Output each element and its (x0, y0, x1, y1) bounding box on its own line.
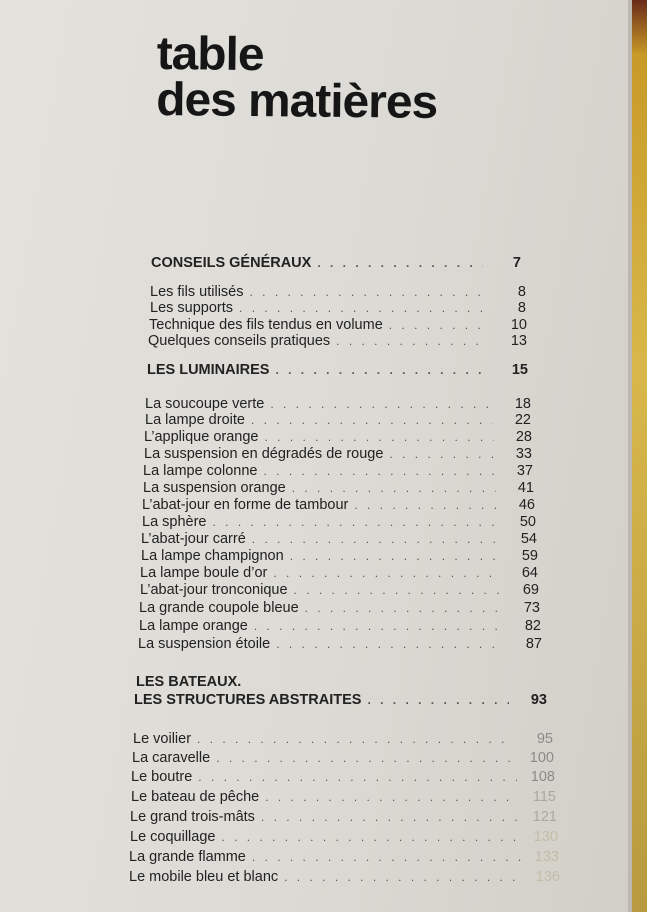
list-item: La lampe droite . . . 22 (145, 412, 531, 428)
list-item: L’abat-jour en forme de tambour . . . 46 (142, 497, 535, 513)
list-item: Le boutre . . . 108 (131, 769, 555, 785)
list-item: La grande flamme . . . 133 (129, 849, 559, 865)
list-item: La caravelle . . . 100 (132, 750, 554, 766)
list-item: La lampe orange . . . 82 (139, 618, 541, 634)
list-item: Quelques conseils pratiques . . . 13 (148, 333, 527, 349)
list-item: La suspension étoile . . . 87 (138, 636, 542, 652)
list-item: Le bateau de pêche . . . 115 (131, 789, 556, 805)
list-item: Le voilier . . . 95 (133, 731, 553, 747)
list-item: La sphère . . . 50 (142, 514, 536, 530)
title-line-1: table (156, 26, 264, 81)
list-item: Le coquillage . . . 130 (130, 829, 558, 845)
section-heading: LES LUMINAIRES . . . 15 (147, 362, 528, 378)
list-item: La suspension en dégradés de rouge . . . 33 (144, 446, 532, 462)
section-heading-line-1: LES BATEAUX. (136, 674, 242, 690)
list-item: L’abat-jour carré . . . 54 (141, 531, 537, 547)
list-item: La lampe champignon . . . 59 (141, 548, 538, 564)
list-item: Le mobile bleu et blanc . . . 136 (129, 869, 560, 885)
list-item: La suspension orange . . . 41 (143, 480, 534, 496)
section-heading: LES STRUCTURES ABSTRAITES . . . 93 (134, 692, 547, 708)
list-item: L’applique orange . . . 28 (144, 429, 532, 445)
list-item: L’abat-jour tronconique . . . 69 (140, 582, 539, 598)
list-item: La soucoupe verte . . . 18 (145, 396, 531, 412)
list-item: La grande coupole bleue . . . 73 (139, 600, 540, 616)
list-item: Les fils utilisés . . . 8 (150, 284, 526, 300)
list-item: Le grand trois-mâts . . . 121 (130, 809, 557, 825)
section-heading: CONSEILS GÉNÉRAUX . . . 7 (151, 255, 521, 271)
list-item: Technique des fils tendus en volume . . . 10 (149, 317, 527, 333)
list-item: La lampe colonne . . . 37 (143, 463, 533, 479)
title-line-2: des matières (155, 71, 438, 128)
list-item: Les supports . . . 8 (150, 300, 526, 316)
list-item: La lampe boule d’or . . . 64 (140, 565, 538, 581)
